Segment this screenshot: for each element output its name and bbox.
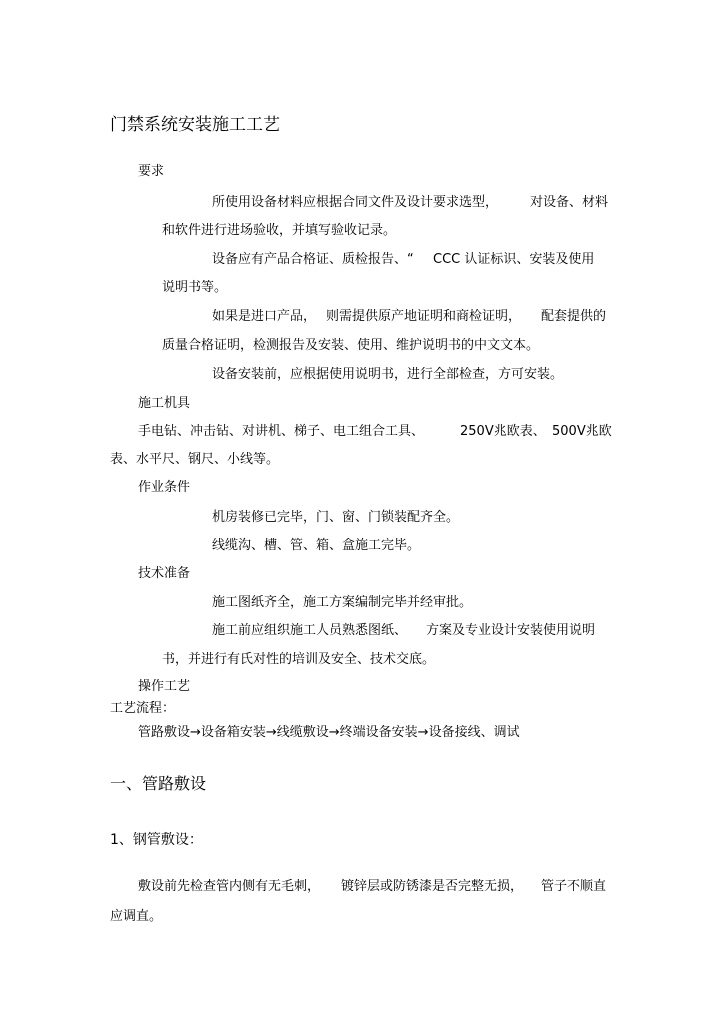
paragraph-line: 500V兆欧 (552, 424, 612, 439)
subsection-heading-steel-pipe: 1、钢管敷设： (110, 832, 203, 848)
paragraph-line: 管子不顺直 (541, 879, 607, 894)
section-heading-tools: 施工机具 (138, 396, 191, 411)
paragraph-line: 说明书等。 (162, 280, 228, 295)
section-heading-conditions: 作业条件 (138, 480, 191, 495)
paragraph-line: 配套提供的 (541, 309, 607, 324)
page-title: 门禁系统安装施工工艺 (110, 115, 280, 135)
paragraph-line: 书，并进行有氏对性的培训及安全、技术交底。 (162, 652, 436, 667)
paragraph-line: 应调直。 (110, 909, 163, 924)
flow-label: 工艺流程： (110, 701, 176, 716)
process-flow: 管路敷设→设备箱安装→线缆敷设→终端设备安装→设备接线、调试 (138, 725, 520, 740)
section-heading-requirements: 要求 (138, 164, 165, 179)
paragraph-line: 施工图纸齐全，施工方案编制完毕并经审批。 (212, 595, 473, 610)
section-heading-technical: 技术准备 (138, 566, 191, 581)
paragraph-line: 手电钻、冲击钻、对讲机、梯子、电工组合工具、 (138, 424, 425, 439)
paragraph-line: 如果是进口产品， (212, 309, 317, 324)
paragraph-line: 机房装修已完毕，门、窗、门锁装配齐全。 (212, 510, 460, 525)
paragraph-line: 表、水平尺、钢尺、小线等。 (110, 452, 280, 467)
paragraph-line: 敷设前先检查管内侧有无毛刺， (138, 879, 321, 894)
section-heading-conduit: 一、管路敷设 (110, 774, 207, 793)
paragraph-line: 对设备、材料 (530, 195, 609, 210)
paragraph-line: 和软件进行进场验收，并填写验收记录。 (162, 223, 397, 238)
paragraph-line: 设备安装前，应根据使用说明书，进行全部检查，方可安装。 (212, 367, 564, 382)
paragraph-line: 质量合格证明，检测报告及安装、使用、维护说明书的中文文本。 (162, 338, 540, 353)
paragraph-line: 250V兆欧表、 (460, 424, 546, 439)
section-heading-process: 操作工艺 (138, 679, 191, 694)
paragraph-line: 施工前应组织施工人员熟悉图纸、 (212, 623, 408, 638)
paragraph-line: 方案及专业设计安装使用说明 (426, 623, 596, 638)
paragraph-line: 所使用设备材料应根据合同文件及设计要求选型， (212, 195, 499, 210)
paragraph-line: 镀锌层或防锈漆是否完整无损， (341, 879, 524, 894)
paragraph-line: 设备应有产品合格证、质检报告、“ (212, 252, 414, 267)
paragraph-line: CCC 认证标识、安装及使用 (433, 252, 595, 267)
paragraph-line: 线缆沟、槽、管、箱、盒施工完毕。 (212, 538, 421, 553)
paragraph-line: 则需提供原产地证明和商检证明， (326, 309, 522, 324)
